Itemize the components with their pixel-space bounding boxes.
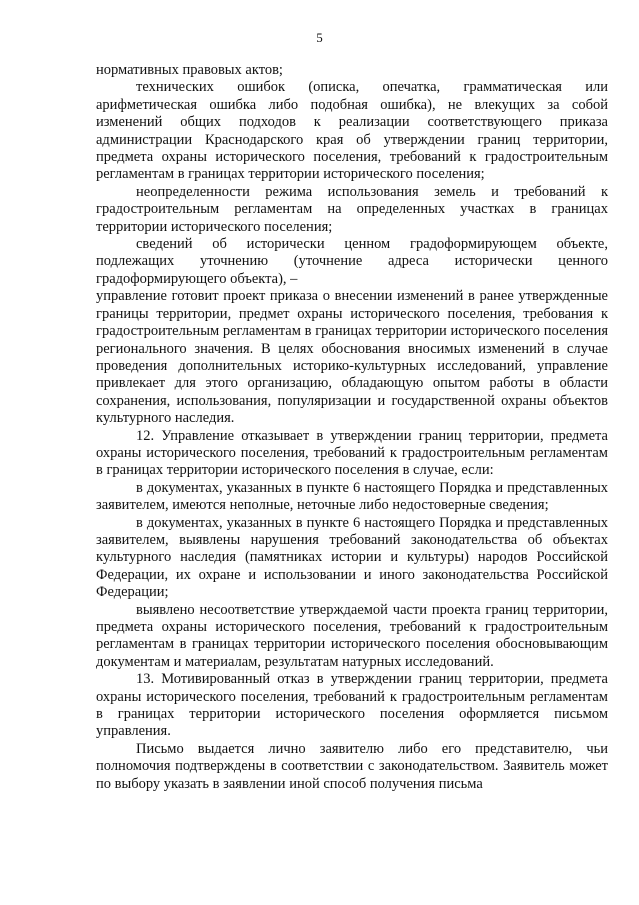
paragraph-project-mismatch: выявлено несоответствие утверждаемой части проекта границ территории, предмета охраны исторического поселения, требований к градостроительным регламентам в границах территории исторического поселения обосновывающим документам и материалам, результатам натурных исследований. [96,601,608,670]
paragraph-technical-errors: технических ошибок (описка, опечатка, грамматическая или арифметическая ошибка либо подобная ошибка), не влекущих за собой изменений общих подходов к реализации соответствующего приказа администрации Краснодарского края об утверждении границ территории, предмета охраны исторического поселения, требований к градостроительным регламентам в границах территории исторического поселения; [96,79,608,183]
paragraph-letter-delivery: Письмо выдается лично заявителю либо его представителю, чьи полномочия подтверждены в соответствии с законодательством. Заявитель может по выбору указать в заявлении иной способ получения письма [96,740,608,792]
paragraph-incomplete-info: в документах, указанных в пункте 6 настоящего Порядка и представленных заявителем, имеются неполные, неточные либо недостоверные сведения; [96,479,608,514]
paragraph-draft-order: управление готовит проект приказа о внесении изменений в ранее утвержденные границы территории, предмет охраны исторического поселения, требования к градостроительным регламентам в границах территории исторического поселения регионального значения. В целях обоснования вносимых изменений в случае проведения дополнительных историко-культурных исследований, управление привлекает для этого организацию, обладающую опытом работы в области сохранения, использования, популяризации и государственной охраны объектов культурного наследия. [96,288,608,427]
paragraph-law-violations: в документах, указанных в пункте 6 настоящего Порядка и представленных заявителем, выявлены нарушения требований законодательства об объектах культурного наследия (памятниках истории и культуры) народов Российской Федерации, их охране и использовании и иного законодательства Российской Федерации; [96,514,608,601]
paragraph-item-13: 13. Мотивированный отказ в утверждении границ территории, предмета охраны исторического поселения, требований к градостроительным регламентам в границах территории исторического поселения оформляется письмом управления. [96,671,608,740]
paragraph-historic-object-info: сведений об исторически ценном градоформирующем объекте, подлежащих уточнению (уточнение адреса исторически ценного градоформирующего объекта), – [96,236,608,287]
document-body [96,62,608,793]
page-number: 5 [316,30,323,45]
paragraph-item-12: 12. Управление отказывает в утверждении границ территории, предмета охраны исторического поселения, требований к градостроительным регламентам в границах территории исторического поселения в случае, если: [96,427,608,479]
paragraph-land-use-uncertainty: неопределенности режима использования земель и требований к градостроительным регламентам на определенных участках в границах территории исторического поселения; [96,183,608,235]
paragraph-legal-acts: нормативных правовых актов; [96,62,283,78]
